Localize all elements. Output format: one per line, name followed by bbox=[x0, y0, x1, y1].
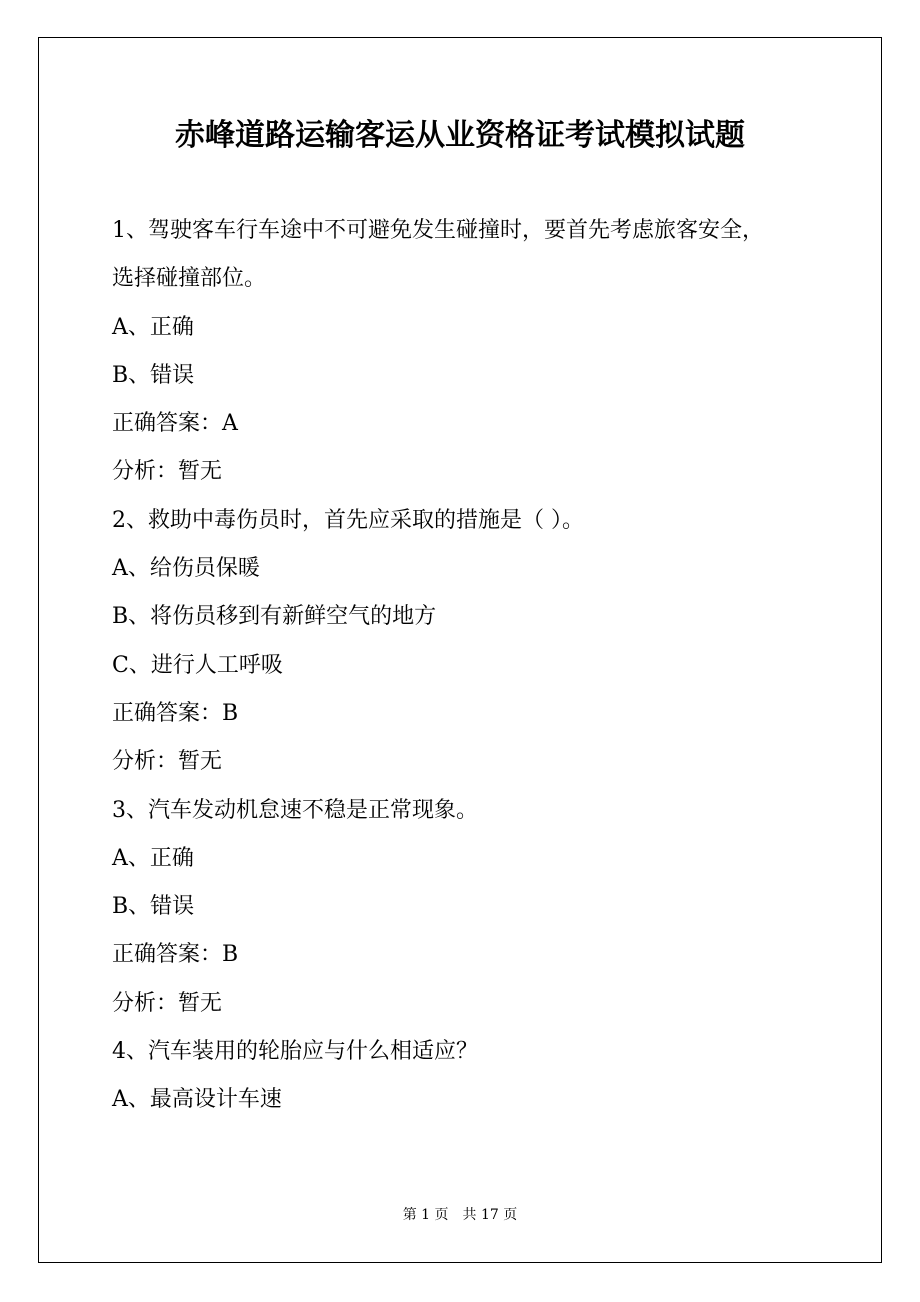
question-3-analysis: 分析：暂无 bbox=[112, 990, 223, 1016]
question-1-option-b: B、错误 bbox=[112, 362, 195, 388]
page-number-current: 第 1 页 bbox=[402, 1207, 449, 1223]
question-3-answer: 正确答案：B bbox=[112, 942, 239, 968]
question-3-text: 3、汽车发动机怠速不稳是正常现象。 bbox=[112, 797, 478, 823]
question-4-text: 4、汽车装用的轮胎应与什么相适应？ bbox=[112, 1039, 478, 1065]
question-1-text-line-2: 选择碰撞部位。 bbox=[112, 266, 267, 292]
question-2-option-a: A、给伤员保暖 bbox=[112, 556, 260, 582]
question-2-analysis: 分析：暂无 bbox=[112, 749, 223, 775]
question-1-answer: 正确答案：A bbox=[112, 411, 238, 437]
page-number-total: 共 17 页 bbox=[462, 1207, 518, 1223]
question-2-option-b: B、将伤员移到有新鲜空气的地方 bbox=[112, 604, 437, 630]
document-title: 赤峰道路运输客运从业资格证考试模拟试题 bbox=[175, 118, 745, 153]
question-2-text: 2、救助中毒伤员时，首先应采取的措施是（ ）。 bbox=[112, 507, 584, 533]
question-1-analysis: 分析：暂无 bbox=[112, 459, 223, 485]
question-3-option-b: B、错误 bbox=[112, 894, 195, 920]
question-4-option-a: A、最高设计车速 bbox=[112, 1087, 282, 1113]
question-2-option-c: C、进行人工呼吸 bbox=[112, 652, 283, 678]
question-content bbox=[112, 207, 812, 1125]
question-2-answer: 正确答案：B bbox=[112, 700, 239, 726]
question-1-option-a: A、正确 bbox=[112, 314, 194, 340]
question-3-option-a: A、正确 bbox=[112, 845, 194, 871]
page-footer bbox=[38, 1205, 882, 1225]
question-1-text-line-1: 1、驾驶客车行车途中不可避免发生碰撞时，要首先考虑旅客安全， bbox=[112, 218, 764, 243]
